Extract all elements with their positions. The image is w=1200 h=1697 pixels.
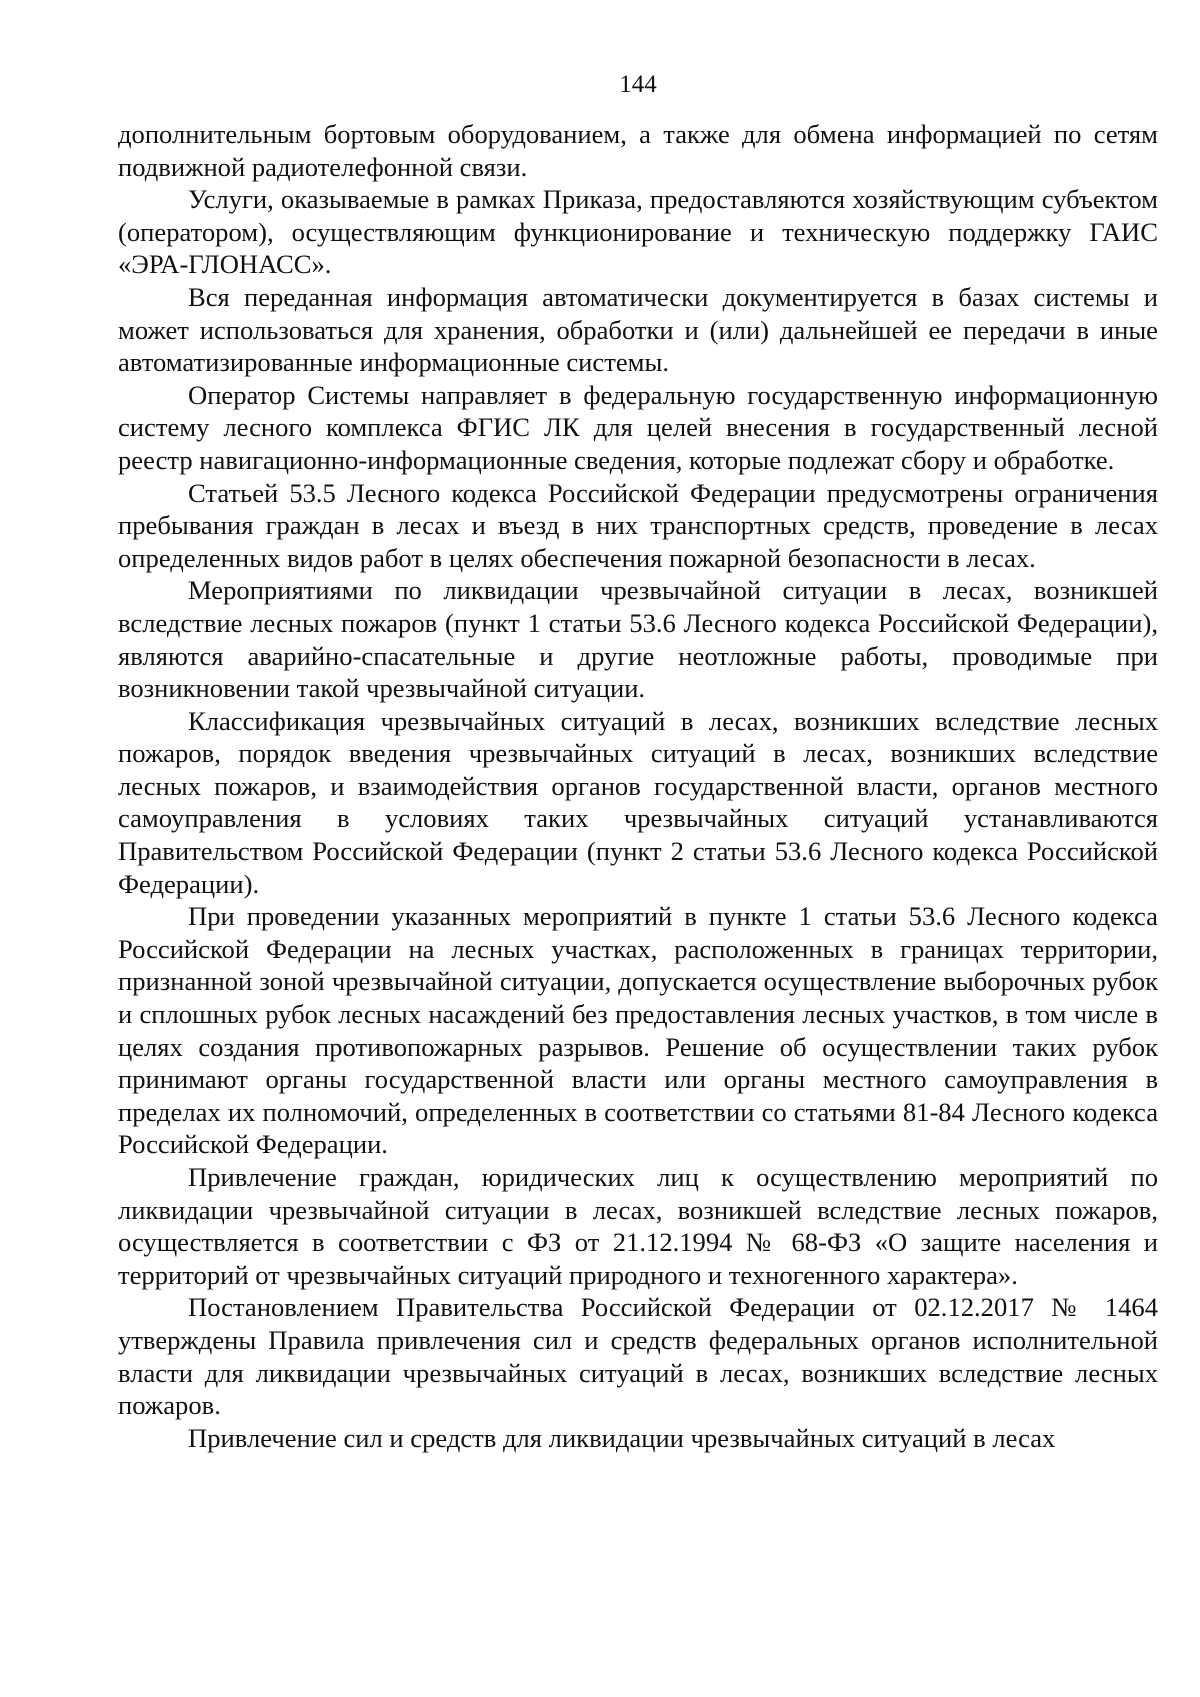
- paragraph-citizens-involvement: Привлечение граждан, юридических лиц к осуществлению мероприятий по ликвидации чрезвычайной ситуации в лесах, возникшей вследствие лесных пожаров, осуществляется в соответствии с ФЗ от 21.12.1994 № 68-ФЗ «О защите населения и территорий от чрезвычайных ситуаций природного и техногенного характера».: [118, 1162, 1158, 1290]
- paragraph-continuation: дополнительным бортовым оборудованием, а также для обмена информацией по сетям подвижной радиотелефонной связи.: [118, 119, 1158, 182]
- paragraph-forces-involvement: Привлечение сил и средств для ликвидации чрезвычайных ситуаций в лесах: [188, 1422, 1056, 1453]
- paragraph-article-53-5: Статьей 53.5 Лесного кодекса Российской Федерации предусмотрены ограничения пребывания граждан в лесах и въезд в них транспортных средств, проведение в лесах определенных видов работ в целях обеспечения пожарной безопасности в лесах.: [118, 477, 1158, 573]
- paragraph-information-storage: Вся переданная информация автоматически документируется в базах системы и может использоваться для хранения, обработки и (или) дальнейшей ее передачи в иные автоматизированные информационные системы.: [118, 281, 1158, 378]
- page-number: 144: [619, 71, 657, 98]
- document-page: [118, 70, 1158, 1454]
- paragraph-emergency-measures: Мероприятиями по ликвидации чрезвычайной ситуации в лесах, возникшей вследствие лесных пожаров (пункт 1 статьи 53.6 Лесного кодекса Российской Федерации), являются аварийно-спасательные и другие неотложные работы, проводимые при возникновении такой чрезвычайной ситуации.: [118, 575, 1158, 704]
- paragraph-logging: При проведении указанных мероприятий в пункте 1 статьи 53.6 Лесного кодекса Российской Федерации на лесных участках, расположенных в границах территории, признанной зоной чрезвычайной ситуации, допускается осуществление выборочных рубок и сплошных рубок лесных насаждений без предоставления лесных участков, в том числе в целях создания противопожарных разрывов. Решение об осуществлении таких рубок принимают органы государственной власти или органы местного самоуправления в пределах их полномочий, определенных в соответствии со статьями 81-84 Лесного кодекса Российской Федерации.: [118, 901, 1158, 1160]
- paragraph-services: Услуги, оказываемые в рамках Приказа, предоставляются хозяйствующим субъектом (оператором), осуществляющим функционирование и техническую поддержку ГАИС «ЭРА-ГЛОНАСС».: [118, 184, 1158, 280]
- paragraph-classification: Классификация чрезвычайных ситуаций в лесах, возникших вследствие лесных пожаров, порядок введения чрезвычайных ситуаций в лесах, возникших вследствие лесных пожаров, и взаимодействия органов государственной власти, органов местного самоуправления в условиях таких чрезвычайных ситуаций устанавливаются Правительством Российской Федерации (пункт 2 статьи 53.6 Лесного кодекса Российской Федерации).: [118, 705, 1158, 899]
- paragraph-operator: Оператор Системы направляет в федеральную государственную информационную систему лесного комплекса ФГИС ЛК для целей внесения в государственный лесной реестр навигационно-информационные сведения, которые подлежат сбору и обработке.: [118, 379, 1158, 475]
- paragraph-government-decree: Постановлением Правительства Российской Федерации от 02.12.2017 № 1464 утверждены Правила привлечения сил и средств федеральных органов исполнительной власти для ликвидации чрезвычайных ситуаций в лесах, возникших вследствие лесных пожаров.: [118, 1292, 1158, 1421]
